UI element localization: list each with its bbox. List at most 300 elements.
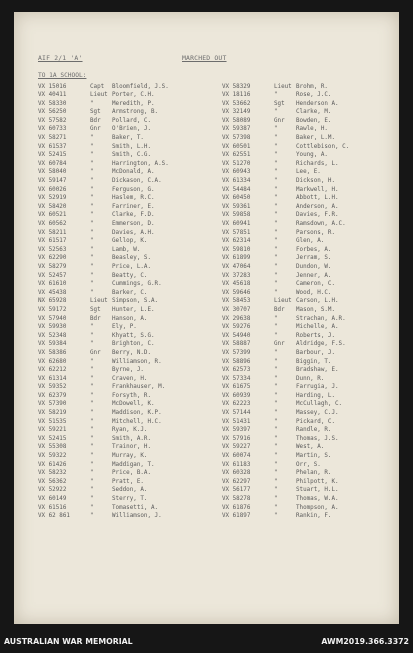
service-number: VX 57399 xyxy=(222,349,251,356)
soldier-name: Meredith, P. xyxy=(112,100,155,107)
rank: " xyxy=(274,504,278,511)
rank: Lieut xyxy=(274,83,292,90)
service-number: VX 60521 xyxy=(38,212,67,219)
service-number: VX 18116 xyxy=(222,92,251,99)
service-number: VX 59858 xyxy=(222,212,251,219)
rank: Lieut xyxy=(274,298,292,305)
service-number: VX 61516 xyxy=(38,504,67,511)
rank: " xyxy=(90,246,94,253)
soldier-name: Philpott, K. xyxy=(296,478,339,485)
soldier-name: McDonald, A. xyxy=(112,169,155,176)
service-number: VX 58278 xyxy=(222,496,251,502)
roster-row xyxy=(38,418,207,427)
roster-row xyxy=(38,117,207,126)
rank: " xyxy=(90,453,94,460)
rank: " xyxy=(274,461,278,468)
soldier-name: Dickason, C.A. xyxy=(112,178,162,185)
service-number: VX 52415 xyxy=(38,435,67,442)
roster-row xyxy=(222,177,399,186)
soldier-name: Michelle, A. xyxy=(296,324,339,331)
service-number: VX 58896 xyxy=(222,358,251,365)
rank: " xyxy=(90,358,94,365)
roster-row xyxy=(38,100,207,109)
rank: " xyxy=(274,169,278,176)
rank: " xyxy=(90,212,94,219)
roster-row xyxy=(222,315,399,324)
rank: Lieut xyxy=(90,92,108,99)
soldier-name: Smith, A.R. xyxy=(112,435,152,442)
roster-row xyxy=(222,186,399,195)
roster-row xyxy=(222,418,399,427)
document-heading: AIF 2/1 'A' xyxy=(38,54,83,62)
soldier-name: Stuart, H.L. xyxy=(296,487,339,494)
soldier-name: Strachan, A.R. xyxy=(296,315,346,322)
soldier-name: Price, L.A. xyxy=(112,263,152,270)
roster-row xyxy=(222,375,399,384)
service-number: VX 54940 xyxy=(222,332,251,339)
soldier-name: Maddigan, T. xyxy=(112,461,155,468)
soldier-name: Thomas, J.S. xyxy=(296,435,339,442)
rank: " xyxy=(274,410,278,417)
service-number: VX 62290 xyxy=(38,255,67,262)
roster-row xyxy=(222,469,399,478)
service-number: VX 62 861 xyxy=(38,513,70,520)
service-number: VX 57916 xyxy=(222,435,251,442)
roster-row xyxy=(38,315,207,324)
soldier-name: Hunter, L.E. xyxy=(112,306,155,313)
soldier-name: O'Brien, J. xyxy=(112,126,152,133)
rank: " xyxy=(274,513,278,520)
rank: " xyxy=(274,435,278,442)
soldier-name: Pratt, E. xyxy=(112,478,144,485)
service-number: VX 59930 xyxy=(38,324,67,331)
soldier-name: Davies, A.H. xyxy=(112,229,155,236)
section-subheading: TO 1A SCHOOL: xyxy=(38,72,87,79)
soldier-name: Williamson, R. xyxy=(112,358,162,365)
rank: " xyxy=(90,255,94,262)
soldier-name: Bloomfield, J.S. xyxy=(112,83,169,90)
service-number: VX 52922 xyxy=(38,487,67,494)
rank: " xyxy=(90,324,94,331)
soldier-name: Williamson, J. xyxy=(112,513,162,520)
service-number: VX 58089 xyxy=(222,117,251,124)
roster-row xyxy=(38,134,207,143)
soldier-name: Carson, L.H. xyxy=(296,298,339,305)
service-number: VX 58329 xyxy=(222,83,251,90)
rank: " xyxy=(274,470,278,477)
service-number: VX 60941 xyxy=(222,221,251,227)
soldier-name: Anderson, A. xyxy=(296,203,339,210)
rank: " xyxy=(90,100,94,107)
service-number: VX 58232 xyxy=(38,470,67,477)
roster-row xyxy=(222,443,399,452)
service-number: VX 53662 xyxy=(222,100,251,107)
service-number: VX 59147 xyxy=(38,178,67,185)
soldier-name: Harding, L. xyxy=(296,392,336,399)
roster-row xyxy=(222,512,399,521)
service-number: VX 60733 xyxy=(38,126,67,133)
service-number: VX 60328 xyxy=(222,470,251,477)
service-number: VX 59352 xyxy=(38,384,67,391)
roster-row xyxy=(38,254,207,263)
rank: " xyxy=(90,410,94,417)
rank: " xyxy=(274,401,278,408)
service-number: VX 15016 xyxy=(38,83,67,90)
rank: " xyxy=(274,195,278,202)
roster-row xyxy=(222,229,399,238)
rank: " xyxy=(90,152,94,159)
roster-row xyxy=(38,306,207,315)
roster-left-column xyxy=(38,83,207,521)
service-number: VX 59810 xyxy=(222,246,251,253)
rank: " xyxy=(274,221,278,227)
rank: " xyxy=(90,478,94,485)
rank: " xyxy=(274,212,278,219)
service-number: VX 59322 xyxy=(38,453,67,460)
soldier-name: Roberts, J. xyxy=(296,332,336,339)
service-number: VX 60784 xyxy=(38,160,67,167)
roster-row xyxy=(222,263,399,272)
service-number: VX 58330 xyxy=(38,100,67,107)
roster-row xyxy=(38,246,207,255)
service-number: VX 45438 xyxy=(38,289,67,296)
soldier-name: Cameron, C. xyxy=(296,281,336,288)
roster-row xyxy=(222,151,399,160)
service-number: VX 59646 xyxy=(222,289,251,296)
roster-row xyxy=(38,435,207,444)
roster-row xyxy=(222,83,399,92)
soldier-name: Pickard, C. xyxy=(296,418,336,425)
soldier-name: Byrne, J. xyxy=(112,367,144,374)
soldier-name: Lee, E. xyxy=(296,169,321,176)
rank: " xyxy=(90,487,94,494)
rank: " xyxy=(90,281,94,288)
soldier-name: Baker, T. xyxy=(112,135,144,142)
roster-row xyxy=(222,426,399,435)
soldier-name: Jerram, S. xyxy=(296,255,332,262)
service-number: VX 60501 xyxy=(222,143,251,150)
service-number: VX 55308 xyxy=(38,444,67,451)
roster-row xyxy=(38,297,207,306)
roster-row xyxy=(38,220,207,229)
rank: " xyxy=(90,203,94,210)
roster-row xyxy=(222,409,399,418)
soldier-name: McDowell, K. xyxy=(112,401,155,408)
rank: " xyxy=(274,427,278,434)
rank: " xyxy=(274,152,278,159)
rank: " xyxy=(90,341,94,348)
rank: " xyxy=(90,384,94,391)
roster-row xyxy=(38,486,207,495)
soldier-name: Young, A. xyxy=(296,152,328,159)
rank: " xyxy=(274,375,278,382)
service-number: VX 57144 xyxy=(222,410,251,417)
soldier-name: Henderson A. xyxy=(296,100,339,107)
roster-row xyxy=(38,203,207,212)
soldier-name: Ferguson, G. xyxy=(112,186,155,193)
roster-row xyxy=(222,237,399,246)
soldier-name: Forbes, A. xyxy=(296,246,332,253)
rank: " xyxy=(274,203,278,210)
soldier-name: Parsons, R. xyxy=(296,229,336,236)
service-number: VX 61897 xyxy=(222,513,251,520)
service-number: VX 60074 xyxy=(222,453,251,460)
service-number: VX 40411 xyxy=(38,92,67,99)
soldier-name: Khyatt, S.G. xyxy=(112,332,155,339)
roster-row xyxy=(222,486,399,495)
soldier-name: Bowden, E. xyxy=(296,117,332,124)
rank: Gnr xyxy=(274,117,285,124)
rank: " xyxy=(90,461,94,468)
service-number: VX 62223 xyxy=(222,401,251,408)
service-number: VX 30707 xyxy=(222,306,251,313)
service-number: VX 37283 xyxy=(222,272,251,279)
roster-row xyxy=(38,91,207,100)
service-number: VX 59384 xyxy=(38,341,67,348)
roster-row xyxy=(38,340,207,349)
rank: " xyxy=(90,392,94,399)
soldier-name: Craven, H. xyxy=(112,375,148,382)
service-number: VX 61334 xyxy=(222,178,251,185)
soldier-name: Simpson, S.A. xyxy=(112,298,159,305)
rank: " xyxy=(274,332,278,339)
soldier-name: Lamb, W. xyxy=(112,246,141,253)
rank: Gnr xyxy=(90,126,101,133)
roster-row xyxy=(222,211,399,220)
roster-row xyxy=(222,100,399,109)
archive-accession-number: AWM2019.366.3372 xyxy=(321,637,409,646)
rank: " xyxy=(90,169,94,176)
soldier-name: Frankhauser, M. xyxy=(112,384,166,391)
service-number: VX 52563 xyxy=(38,246,67,253)
soldier-name: McCullagh, C. xyxy=(296,401,343,408)
roster-row xyxy=(222,392,399,401)
soldier-name: Tomasetti, A. xyxy=(112,504,159,511)
rank: " xyxy=(274,126,278,133)
service-number: VX 60562 xyxy=(38,221,67,227)
soldier-name: Aldridge, F.S. xyxy=(296,341,346,348)
rank: " xyxy=(90,401,94,408)
roster-row xyxy=(222,246,399,255)
roster-row xyxy=(222,160,399,169)
soldier-name: Baker, L.M. xyxy=(296,135,336,142)
soldier-name: Mitchell, H.C. xyxy=(112,418,162,425)
soldier-name: Hanson, A. xyxy=(112,315,148,322)
roster-row xyxy=(38,409,207,418)
rank: " xyxy=(90,375,94,382)
soldier-name: Seddon, A. xyxy=(112,487,148,494)
service-number: VX 32149 xyxy=(222,109,251,116)
roster-row xyxy=(38,375,207,384)
service-number: VX 62379 xyxy=(38,392,67,399)
service-number: VX 57940 xyxy=(38,315,67,322)
rank: " xyxy=(274,143,278,150)
rank: " xyxy=(274,135,278,142)
soldier-name: Gellop, K. xyxy=(112,238,148,245)
roster-row xyxy=(38,151,207,160)
roster-row xyxy=(222,478,399,487)
rank: " xyxy=(274,384,278,391)
soldier-name: Thomas, W.A. xyxy=(296,496,339,502)
service-number: VX 57334 xyxy=(222,375,251,382)
roster-row xyxy=(38,272,207,281)
soldier-name: Trainor, H. xyxy=(112,444,152,451)
rank: " xyxy=(274,178,278,185)
soldier-name: Cottlebison, C. xyxy=(296,143,350,150)
soldier-name: Glen, A. xyxy=(296,238,325,245)
roster-row xyxy=(222,108,399,117)
service-number: VX 51270 xyxy=(222,160,251,167)
service-number: VX 61675 xyxy=(222,384,251,391)
roster-row xyxy=(38,168,207,177)
service-number: VX 59361 xyxy=(222,203,251,210)
roster-row xyxy=(222,323,399,332)
rank: " xyxy=(274,263,278,270)
soldier-name: Brohm, R. xyxy=(296,83,328,90)
service-number: VX 58040 xyxy=(38,169,67,176)
rank: Capt xyxy=(90,83,105,90)
roster-row xyxy=(222,143,399,152)
roster-row xyxy=(38,504,207,513)
soldier-name: Thompson, A. xyxy=(296,504,339,511)
rank: " xyxy=(274,229,278,236)
roster-row xyxy=(38,280,207,289)
soldier-name: Dundon, W. xyxy=(296,263,332,270)
service-number: VX 62212 xyxy=(38,367,67,374)
roster-row xyxy=(222,280,399,289)
service-number: VX 52919 xyxy=(38,195,67,202)
roster-row xyxy=(38,323,207,332)
roster-right-column xyxy=(222,83,399,521)
service-number: VX 58279 xyxy=(38,263,67,270)
rank: Sgt xyxy=(90,306,101,313)
service-number: NX 65928 xyxy=(38,298,67,305)
rank: " xyxy=(274,92,278,99)
soldier-name: Beasley, S. xyxy=(112,255,152,262)
rank: " xyxy=(90,195,94,202)
rank: " xyxy=(274,496,278,502)
soldier-name: Ryan, K.J. xyxy=(112,427,148,434)
service-number: VX 59276 xyxy=(222,324,251,331)
roster-row xyxy=(222,203,399,212)
rank: " xyxy=(90,186,94,193)
rank: " xyxy=(90,513,94,520)
rank: " xyxy=(90,221,94,227)
archive-caption: AUSTRALIAN WAR MEMORIAL xyxy=(4,637,133,646)
rank: " xyxy=(274,255,278,262)
soldier-name: Clarke, M. xyxy=(296,109,332,116)
service-number: VX 61876 xyxy=(222,504,251,511)
roster-row xyxy=(38,469,207,478)
roster-row xyxy=(38,229,207,238)
rank: " xyxy=(274,289,278,296)
soldier-name: Barbour, J. xyxy=(296,349,336,356)
roster-row xyxy=(222,332,399,341)
rank: " xyxy=(90,435,94,442)
soldier-name: Porter, C.H. xyxy=(112,92,155,99)
roster-row xyxy=(38,461,207,470)
roster-row xyxy=(38,392,207,401)
roster-row xyxy=(38,349,207,358)
rank: " xyxy=(90,143,94,150)
soldier-name: Maddison, K.P. xyxy=(112,410,162,417)
rank: " xyxy=(274,392,278,399)
service-number: VX 57582 xyxy=(38,117,67,124)
rank: " xyxy=(274,160,278,167)
service-number: VX 59227 xyxy=(222,444,251,451)
service-number: VX 61517 xyxy=(38,238,67,245)
service-number: VX 58211 xyxy=(38,229,67,236)
rank: " xyxy=(274,367,278,374)
soldier-name: Farriner, E. xyxy=(112,203,155,210)
soldier-name: Berry, N.D. xyxy=(112,349,152,356)
roster-row xyxy=(38,263,207,272)
rank: Lieut xyxy=(90,298,108,305)
service-number: VX 59397 xyxy=(222,427,251,434)
soldier-name: Bradshaw, E. xyxy=(296,367,339,374)
rank: Sgt xyxy=(274,100,285,107)
service-number: VX 59221 xyxy=(38,427,67,434)
soldier-name: Clarke, F.D. xyxy=(112,212,155,219)
roster-row xyxy=(38,186,207,195)
rank: Sgt xyxy=(90,109,101,116)
rank: " xyxy=(274,358,278,365)
roster-row xyxy=(222,504,399,513)
service-number: VX 58219 xyxy=(38,410,67,417)
rank: " xyxy=(274,444,278,451)
rank: " xyxy=(90,470,94,477)
service-number: VX 58420 xyxy=(38,203,67,210)
roster-row xyxy=(38,452,207,461)
rank: " xyxy=(90,160,94,167)
rank: " xyxy=(90,332,94,339)
rank: " xyxy=(274,349,278,356)
soldier-name: Brighton, C. xyxy=(112,341,155,348)
soldier-name: Smith, C.G. xyxy=(112,152,152,159)
service-number: VX 51535 xyxy=(38,418,67,425)
soldier-name: Mason, S.M. xyxy=(296,306,336,313)
soldier-name: Harrington, A.S. xyxy=(112,160,169,167)
roster-row xyxy=(222,117,399,126)
service-number: VX 51431 xyxy=(222,418,251,425)
soldier-name: Davies, F.R. xyxy=(296,212,339,219)
rank: " xyxy=(90,263,94,270)
soldier-name: Ramsdown, A.C. xyxy=(296,221,346,227)
rank: " xyxy=(90,178,94,185)
service-number: VX 60943 xyxy=(222,169,251,176)
roster-row xyxy=(38,512,207,521)
rank: " xyxy=(274,246,278,253)
soldier-name: West, A. xyxy=(296,444,325,451)
rank: " xyxy=(274,324,278,331)
service-number: VX 62680 xyxy=(38,358,67,365)
soldier-name: Haslem, R.C. xyxy=(112,195,155,202)
roster-row xyxy=(38,211,207,220)
soldier-name: Pollard, C. xyxy=(112,117,152,124)
rank: " xyxy=(274,186,278,193)
soldier-name: Martin, S. xyxy=(296,453,332,460)
rank: " xyxy=(274,418,278,425)
rank: " xyxy=(274,453,278,460)
soldier-name: Beatty, C. xyxy=(112,272,148,279)
rank: " xyxy=(274,272,278,279)
roster-row xyxy=(38,237,207,246)
roster-row xyxy=(222,254,399,263)
service-number: VX 58271 xyxy=(38,135,67,142)
roster-row xyxy=(222,461,399,470)
roster-row xyxy=(38,478,207,487)
roster-row xyxy=(38,383,207,392)
